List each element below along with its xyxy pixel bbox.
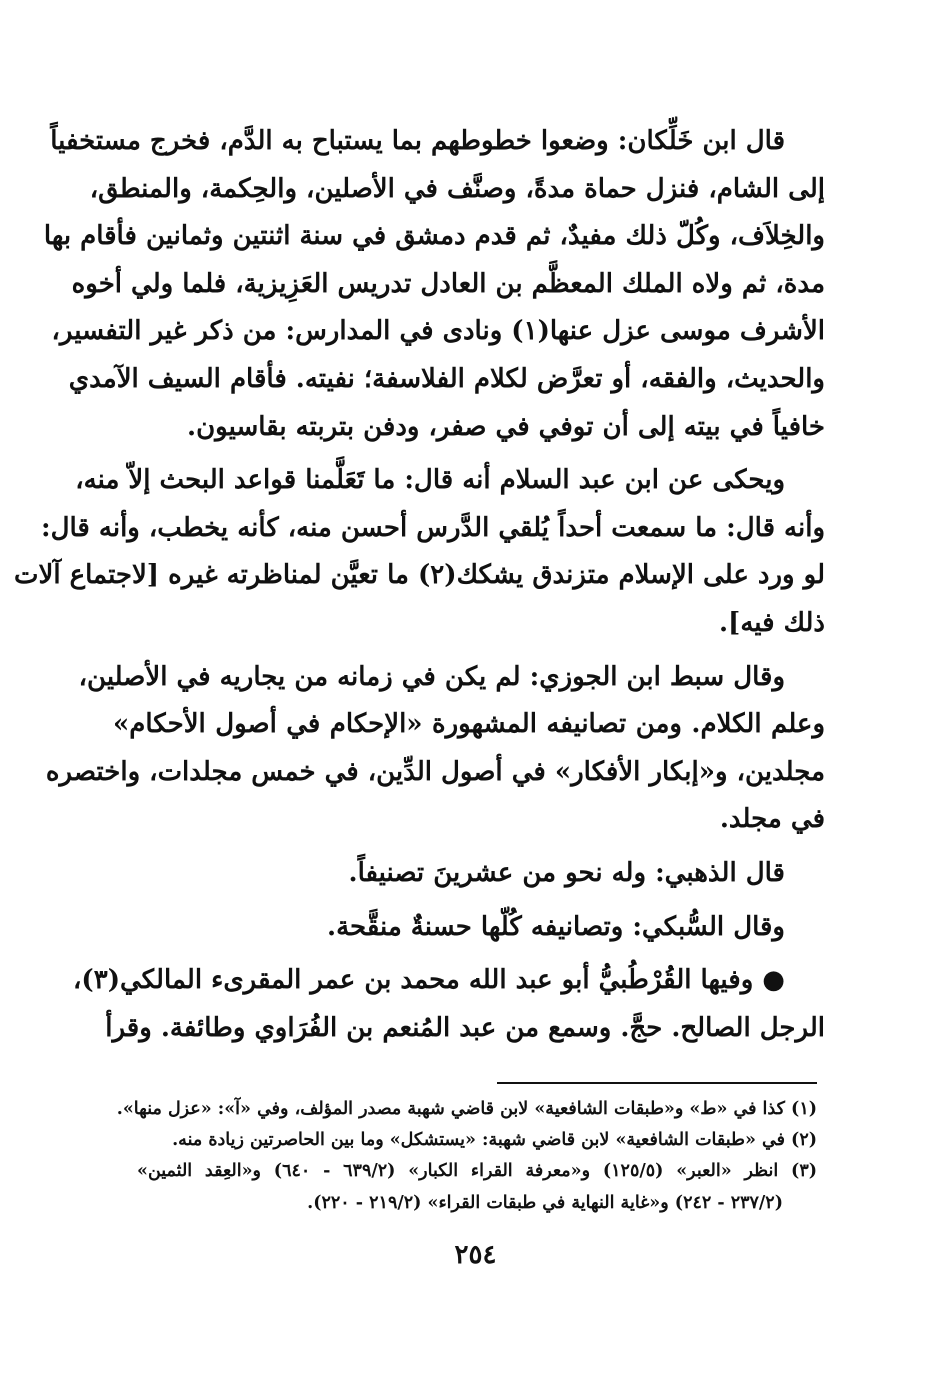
footnote-line: (٣) انظر «العبر» (١٢٥/٥) و«معرفة القراء الكبار» (٦٣٩/٢ - ٦٤٠) و«العِقد الثمين» [137, 1161, 817, 1182]
text-line: في مجلد. [719, 804, 825, 835]
footnote-line: (٢٣٧/٢ - ٢٤٢) و«غاية النهاية في طبقات القراء» (٢١٩/٢ - ٢٢٠). [307, 1192, 783, 1213]
text-line: الرجل الصالح. حجَّ. وسمع من عبد المُنعم بن الفُرَاوي وطائفة. وقرأ [105, 1012, 825, 1043]
text-line: مجلدين، و«إبكار الأفكار» في أصول الدِّين، في خمس مجلدات، واختصره [45, 756, 825, 787]
text-line: خافياً في بيته إلى أن توفي في صفر، ودفن بتربته بقاسيون. [187, 411, 825, 442]
footnote-line: (١) كذا في «ط» و«طبقات الشافعية» لابن قاضي شهبة مصدر المؤلف، وفي «آ»: «عزل منها». [116, 1099, 817, 1119]
text-line: قال ابن خَلِّكان: وضعوا خطوطهم بما يستباح به الدَّم، فخرج مستخفياً [50, 126, 785, 156]
text-line: الأشرف موسى عزل عنها(١) ونادى في المدارس: من ذكر غير التفسير، [51, 316, 825, 347]
text-line: لو ورد على الإسلام متزندق يشكك(٢) ما تعيَّن لمناظرته غيره [لاجتماع آلات [14, 560, 825, 591]
text-line: وعلم الكلام. ومن تصانيفه المشهورة «الإحكام في أصول الأحكام» [113, 709, 825, 740]
text-line: وقال سبط ابن الجوزي: لم يكن في زمانه من يجاريه في الأصلين، [78, 661, 785, 692]
footnote-divider [497, 1082, 817, 1084]
text-line: والخِلاَف، وكُلّ ذلك مفيدٌ، ثم قدم دمشق في سنة اثنتين وثمانين فأقام بها [43, 221, 825, 252]
text-line: ذلك فيه]. [718, 607, 825, 638]
text-line: ● وفيها القُرْطُبيُّ أبو عبد الله محمد بن عمر المقرىء المالكي(٣)، [73, 965, 785, 996]
text-line: وقال السُّبكي: وتصانيفه كُلّها حسنةٌ منقَّحة. [327, 911, 785, 942]
footnote-line: (٢) في «طبقات الشافعية» لابن قاضي شهبة: «يستشكل» وما بين الحاصرتين زيادة منه. [172, 1130, 817, 1151]
text-line: مدة، ثم ولاه الملك المعظَّم بن العادل تدريس العَزِيزية، فلما ولي أخوه [71, 268, 825, 299]
text-line: ويحكى عن ابن عبد السلام أنه قال: ما تَعَلَّمنا قواعد البحث إلاّ منه، [75, 465, 785, 496]
text-line: قال الذهبي: وله نحو من عشرينَ تصنيفاً. [348, 857, 785, 888]
footnotes [116, 1094, 817, 1219]
text-line: وأنه قال: ما سمعت أحداً يُلقي الدَّرس أحسن منه، كأنه يخطب، وأنه قال: [41, 512, 825, 543]
main-text [14, 118, 825, 1052]
text-line: والحديث، والفقه، أو تعرَّض لكلام الفلاسفة؛ نفيته. فأقام السيف الآمدي [68, 363, 825, 394]
text-line: إلى الشام، فنزل حماة مدةً، وصنَّف في الأصلين، والحِكمة، والمنطق، [89, 173, 825, 204]
page-number: ٢٥٤ [454, 1240, 497, 1270]
